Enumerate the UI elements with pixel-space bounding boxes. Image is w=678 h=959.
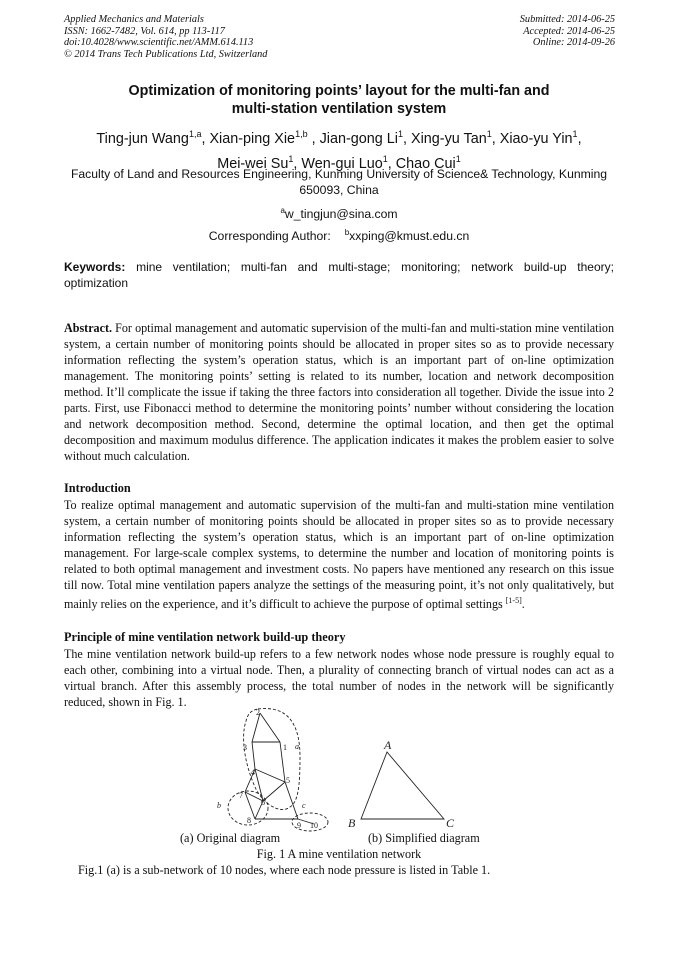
author-affil: 1 (486, 129, 492, 139)
region-label: c (302, 801, 306, 810)
email-address[interactable]: w_tingjun@sina.com (284, 207, 398, 222)
abstract-text: For optimal management and automatic supervision of the multi-fan and multi-station mine ventilation system, a certain number of monitoring points should be allocated in proper sites so as to provide necessary information reflecting the system’s operation status, which is an important part of on-line optimization management. The monitoring points’ setting is related to its number, location and network decomposition method. It’ll complicate the issue if taking the three factors into consideration all together. Divide the issue into 2 parts. First, use Fibonacci method to determine the monitoring points’ number without considering the location and network decomposition method. Second, determine the optimal location, and then get the optimal decomposition and maximum modulus difference. The application indicates it makes the problem easier to solve without much calculation. (64, 321, 614, 463)
author-sep: , (577, 130, 582, 147)
original-diagram (228, 709, 328, 831)
node-label: 7 (239, 791, 243, 800)
author-sep: , (491, 130, 500, 147)
author-name: Xing-yu Tan (411, 130, 487, 147)
title-line-1: Optimization of monitoring points’ layout for the multi-fan and (128, 83, 550, 99)
introduction-heading: Introduction (64, 481, 131, 495)
author-affil: 1 (382, 153, 388, 164)
node-label: 2 (256, 708, 260, 717)
author-name: Wen-gui Luo (301, 155, 383, 172)
node-label: 9 (297, 821, 301, 830)
edge (252, 713, 260, 742)
vertex-label-b: B (348, 816, 356, 830)
author-affil: 1 (572, 129, 578, 139)
author-name: Mei-wei Su (217, 155, 289, 172)
author-affil: 1,a (188, 129, 202, 139)
introduction-body (64, 497, 614, 612)
abstract-label: Abstract. (64, 321, 113, 335)
principle-body: The mine ventilation network build-up refers to a few network nodes whose node pressure is roughly equal to each other, combining into a virtual node. Then, a plurality of connecting branch of virtual nodes can act as a virtual branch. After this assembly process, the total number of nodes in the network will be significantly reduced, shown in Fig. 1. (64, 647, 614, 709)
author-name: Xian-ping Xie (209, 130, 296, 147)
author-name: Jian-gong Li (319, 130, 398, 147)
vertex-label-a: A (384, 738, 392, 752)
triangle (361, 752, 444, 819)
node-label: 8 (247, 816, 251, 825)
edge (263, 782, 285, 801)
node-label: 5 (286, 776, 290, 785)
edge (252, 742, 255, 769)
affiliation-line-2: 650093, China (299, 183, 379, 197)
author-affil: 1,b (295, 129, 308, 139)
citation-ref[interactable]: [1-5] (505, 596, 522, 605)
vertex-label-c: C (446, 816, 455, 830)
online-date: Online: 2014-09-26 (532, 37, 615, 48)
author-sep: , (293, 155, 302, 172)
author-affil: 1 (288, 153, 294, 164)
edge (255, 769, 285, 782)
author-name: Xiao-yu Yin (499, 130, 573, 147)
edge (260, 713, 280, 742)
author-line-1 (64, 124, 614, 149)
node-label: 10 (310, 821, 318, 830)
caption-original-diagram: (a) Original diagram (180, 831, 281, 845)
node-label: 6 (261, 798, 265, 807)
figure-followup-text: Fig.1 (a) is a sub-network of 10 nodes, where each node pressure is listed in Table 1. (78, 863, 491, 877)
edge (255, 769, 263, 801)
region-label: b (217, 801, 221, 810)
author-affil: 1 (397, 129, 403, 139)
email-marker: a (280, 206, 285, 215)
introduction-end: . (521, 597, 525, 612)
node-label: 1 (283, 743, 287, 752)
corresponding-label: Corresponding Author: (208, 229, 331, 244)
keywords (64, 259, 614, 291)
region-a-boundary (244, 709, 300, 810)
author-affil: 1 (455, 153, 461, 164)
node-label: 3 (243, 743, 247, 752)
corresponding-email[interactable]: xxping@kmust.edu.cn (349, 229, 470, 244)
edge (285, 782, 298, 819)
simplified-diagram (348, 738, 455, 830)
node-labels (239, 708, 318, 830)
corresponding-marker: b (344, 228, 350, 237)
accepted-date: Accepted: 2014-06-25 (523, 25, 615, 37)
author-sep: , (403, 130, 411, 147)
paper-title (64, 82, 614, 118)
journal-issn: ISSN: 1662-7482, Vol. 614, pp 113-117 (64, 25, 225, 37)
title-line-2: multi-station ventilation system (231, 101, 447, 117)
affiliation (64, 166, 614, 198)
submitted-date: Submitted: 2014-06-25 (519, 14, 615, 25)
introduction-text: To realize optimal management and automatic supervision of the multi-fan and multi-station mine ventilation system, a certain number of monitoring points should be allocated in proper sites so as to provide necessary information reflecting the system’s operation status, which is an important part of on-line optimization management. For large-scale complex systems, to determine the number and location of monitoring points is related to both optimal management and investment costs. No papers have mentioned any research on this issue till now. Total mine ventilation papers analyze the settings of the measuring point, it’s not only qualitatively, but mainly relies on the experience, and it’s difficult to achieve the purpose of optimal settings (64, 498, 614, 612)
node-label: 4 (251, 768, 255, 777)
author-name: Ting-jun Wang (96, 130, 189, 147)
region-label: a (295, 742, 299, 751)
author-email (64, 203, 614, 222)
abstract (64, 320, 614, 464)
caption-simplified-diagram: (b) Simplified diagram (368, 831, 480, 845)
network-figure (200, 707, 500, 833)
affiliation-line-1: Faculty of Land and Resources Engineering, Kunming University of Science& Technology, Kunming (70, 167, 608, 181)
journal-name: Applied Mechanics and Materials (64, 14, 204, 25)
dates-header (520, 14, 615, 49)
figure-caption: Fig. 1 A mine ventilation network (256, 847, 422, 861)
journal-doi: doi:10.4028/www.scientific.net/AMM.614.113 (64, 37, 254, 48)
author-sep: , (201, 130, 210, 147)
keywords-label: Keywords: (64, 260, 126, 274)
author-name: Chao Cui (395, 155, 456, 172)
journal-header (64, 14, 267, 60)
journal-copyright: © 2014 Trans Tech Publications Ltd, Switzerland (64, 48, 268, 60)
author-sep: , (387, 155, 396, 172)
corresponding-author (64, 225, 614, 244)
author-sep: , (307, 130, 320, 147)
principle-heading: Principle of mine ventilation network build-up theory (64, 630, 346, 644)
keywords-text: mine ventilation; multi-fan and multi-stage; monitoring; network build-up theory; optimization (64, 260, 614, 290)
